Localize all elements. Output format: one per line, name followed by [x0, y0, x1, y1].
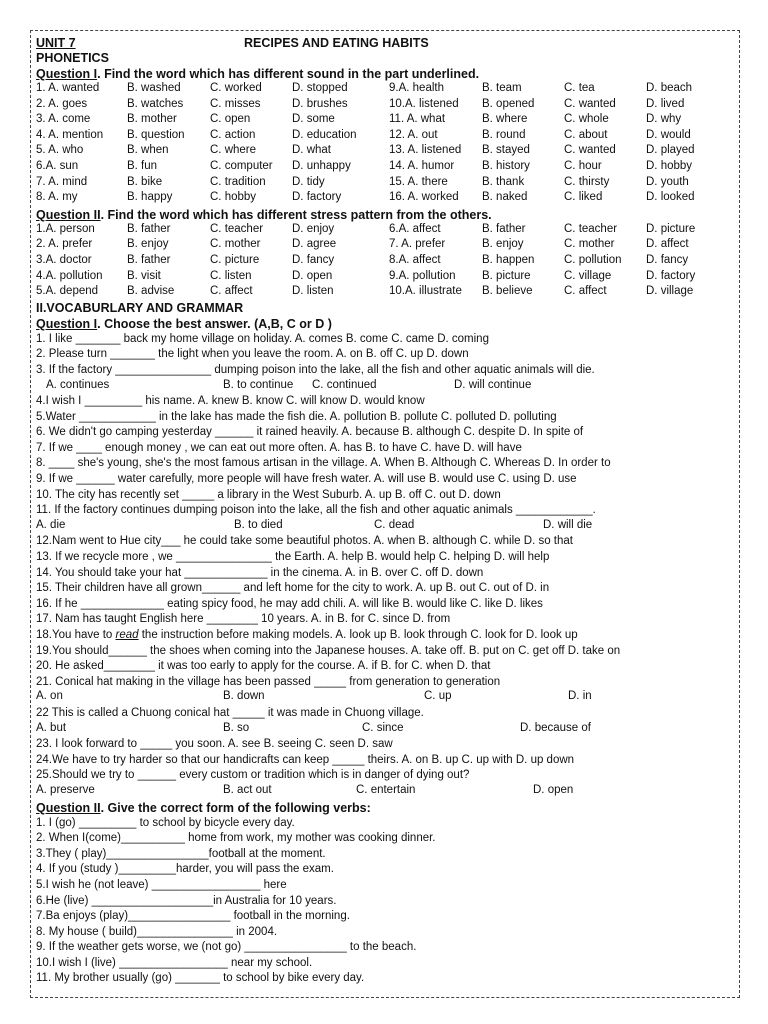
option: A. on [36, 690, 63, 703]
word-option: 11. A. what [389, 113, 446, 126]
word-option: D. lived [646, 97, 685, 110]
verb-list [36, 816, 736, 988]
word-option: D. brushes [292, 97, 348, 110]
word-option: B. advise [127, 285, 175, 298]
mc-item-11: 11. If the factory continues dumping poison into the lake, all the fish and other aquatic animals ____________. [36, 504, 596, 517]
verb-item: 1. I (go) _________ to school by bicycle every day. [36, 816, 295, 829]
page-title: RECIPES AND EATING HABITS [244, 36, 429, 50]
emphasis: read [115, 629, 139, 641]
word-option: B. bike [127, 175, 163, 188]
option: C. up [424, 690, 452, 703]
mc-item-19: 19.You should______ the shoes when coming into the Japanese houses. A. take off. B. put on C. get off D. take on [36, 644, 621, 657]
word-option: 1. A. wanted [36, 82, 100, 94]
mc-item-14: 14. You should take your hat _____________ in the cinema. A. in B. over C. off D. down [36, 566, 484, 579]
word-option: D. what [292, 144, 331, 157]
question-label: Question I [36, 316, 98, 331]
mc-item-24: 24.We have to try harder so that our handicrafts can keep _____ theirs. A. on B. up C. up with D. up down [36, 753, 575, 766]
word-option: 2. A. prefer [36, 238, 93, 251]
question-label: Question II [36, 800, 101, 815]
option: C. continued [312, 378, 377, 391]
verb-item: 5.I wish he (not leave) _________________ here [36, 878, 287, 891]
option: D. in [568, 690, 592, 703]
option: D. open [533, 783, 574, 796]
mc-item-12: 12.Nam went to Hue city___ he could take some beautiful photos. A. when B. although C. while D. so that [36, 535, 573, 548]
word-option: D. beach [646, 82, 693, 94]
word-option: D. listen [292, 285, 334, 298]
word-option: D. unhappy [292, 159, 351, 172]
sound-row [36, 144, 736, 160]
word-option: D. village [646, 285, 694, 298]
verb-item: 10.I wish I (live) _________________ near my school. [36, 956, 313, 969]
question-text: . Give the correct form of the following verbs: [100, 800, 371, 815]
word-option: 6.A. sun [36, 159, 79, 172]
word-option: B. naked [482, 191, 528, 204]
word-option: D. open [292, 269, 333, 282]
word-option: B. watches [127, 97, 184, 110]
verb-item: 4. If you (study )_________harder, you will pass the exam. [36, 863, 334, 876]
verb-item: 3.They ( play)________________football at the moment. [36, 847, 326, 860]
word-option: B. father [127, 253, 171, 266]
option: B. down [223, 690, 265, 703]
stress-row [36, 223, 736, 239]
option: B. act out [223, 783, 272, 796]
word-option: B. picture [482, 269, 531, 282]
word-option: B. when [127, 144, 169, 157]
text: 18.You have to [36, 629, 116, 641]
word-option: B. happy [127, 191, 173, 204]
mc-item-22-options [36, 722, 736, 738]
question-sound [36, 66, 736, 82]
mc-item-8: 8. ____ she's young, she's the most famous artisan in the village. A. When B. Although C. Whereas D. In order to [36, 457, 611, 470]
word-option: 1.A. person [36, 222, 95, 235]
word-option: C. whole [564, 113, 609, 126]
word-option: B. father [127, 222, 171, 235]
word-option: 7. A. prefer [389, 238, 446, 251]
word-option: 2. A. goes [36, 97, 88, 110]
word-option: D. agree [292, 238, 337, 251]
word-option: C. village [564, 269, 612, 282]
word-option: D. fancy [646, 253, 689, 266]
word-option: 7. A. mind [36, 175, 88, 188]
sound-row [36, 98, 736, 114]
mc-item-21-options [36, 690, 736, 706]
word-option: 12. A. out [389, 128, 438, 141]
mc-item-22: 22 This is called a Chuong conical hat _____ it was made in Chuong village. [36, 706, 424, 719]
word-option: 9.A. pollution [389, 269, 456, 282]
option: B. to continue [223, 378, 294, 391]
word-option: C. open [210, 113, 251, 126]
mc-item-4: 4.I wish I _________ his name. A. knew B. know C. will know D. would know [36, 395, 425, 408]
word-option: C. computer [210, 159, 273, 172]
word-option: D. stopped [292, 82, 348, 94]
word-option: D. looked [646, 191, 695, 204]
word-option: C. wanted [564, 144, 616, 157]
word-option: C. mother [210, 238, 261, 251]
word-option: C. about [564, 128, 608, 141]
verb-item: 2. When I(come)__________ home from work, my mother was cooking dinner. [36, 832, 436, 845]
word-option: D. some [292, 113, 335, 126]
word-option: D. tidy [292, 175, 325, 188]
sound-row [36, 113, 736, 129]
word-option: C. worked [210, 82, 262, 94]
word-option: C. mother [564, 238, 615, 251]
sound-row [36, 191, 736, 207]
option: C. dead [374, 518, 415, 531]
option: A. continues [46, 378, 110, 391]
word-option: B. stayed [482, 144, 530, 157]
word-option: D. enjoy [292, 222, 335, 235]
mc-item-5: 5.Water ____________ in the lake has made the fish die. A. pollution B. pollute C. polluted D. polluting [36, 410, 557, 423]
stress-row [36, 254, 736, 270]
word-option: 6.A. affect [389, 222, 441, 235]
mc-item-11-options [36, 519, 736, 535]
mc-item-23: 23. I look forward to _____ you soon. A. see B. seeing C. seen D. saw [36, 738, 393, 751]
text: the instruction before making models. A. look up B. look through C. look for D. look up [138, 629, 578, 641]
sound-row [36, 176, 736, 192]
option: A. die [36, 518, 66, 531]
unit-label: UNIT 7 [36, 36, 76, 50]
word-option: 4.A. pollution [36, 269, 103, 282]
verb-item: 9. If the weather gets worse, we (not go) ________________ to the beach. [36, 941, 417, 954]
question-choose [36, 316, 736, 332]
word-option: C. teacher [210, 222, 264, 235]
option: A. preserve [36, 783, 95, 796]
sound-row [36, 82, 736, 98]
word-option: C. liked [564, 191, 603, 204]
mc-item-10: 10. The city has recently set _____ a library in the West Suburb. A. up B. off C. out D. down [36, 488, 501, 501]
word-option: C. where [210, 144, 257, 157]
word-option: C. listen [210, 269, 252, 282]
word-option: 8.A. affect [389, 253, 441, 266]
word-option: B. mother [127, 113, 177, 126]
word-option: D. why [646, 113, 682, 126]
mc-item-6: 6. We didn't go camping yesterday ______ it rained heavily. A. because B. although C. despite D. In spite of [36, 426, 584, 439]
word-option: D. hobby [646, 159, 693, 172]
option: B. to died [234, 518, 283, 531]
word-option: B. visit [127, 269, 161, 282]
word-option: D. fancy [292, 253, 335, 266]
word-option: 10.A. illustrate [389, 285, 462, 298]
mc-item-7: 7. If we ____ enough money , we can eat out more often. A. has B. to have C. have D. will have [36, 441, 522, 454]
word-option: 8. A. my [36, 191, 78, 204]
mc-item-21: 21. Conical hat making in the village has been passed _____ from generation to generation [36, 675, 501, 688]
mc-item-1: 1. I like _______ back my home village on holiday. A. comes B. come C. came D. coming [36, 332, 489, 345]
question-text: . Find the word which has different stress pattern from the others. [100, 207, 492, 222]
stress-row [36, 238, 736, 254]
option: D. will continue [454, 378, 532, 391]
word-option: 10.A. listened [389, 97, 459, 110]
stress-row [36, 285, 736, 301]
mc-item-2: 2. Please turn _______ the light when you leave the room. A. on B. off C. up D. down [36, 348, 469, 361]
word-option: B. fun [127, 159, 158, 172]
word-option: D. picture [646, 222, 696, 235]
word-option: C. affect [210, 285, 253, 298]
word-option: D. would [646, 128, 691, 141]
word-option: D. played [646, 144, 695, 157]
word-option: B. opened [482, 97, 535, 110]
question-stress [36, 207, 736, 223]
word-option: C. thirsty [564, 175, 610, 188]
word-option: 13. A. listened [389, 144, 462, 157]
verb-item: 6.He (live) ___________________in Australia for 10 years. [36, 894, 337, 907]
section-phonetics: PHONETICS [36, 51, 109, 65]
question-text: . Choose the best answer. (A,B, C or D ) [97, 316, 332, 331]
mc-item-18 [36, 628, 736, 644]
stress-row [36, 270, 736, 286]
mc-item-9: 9. If we ______ water carefully, more people will have fresh water. A. will use B. would use C. using D. use [36, 473, 577, 486]
option: A. but [36, 721, 67, 734]
word-option: B. question [127, 128, 185, 141]
verb-item: 8. My house ( build)_______________ in 2004. [36, 925, 278, 938]
mc-item-13: 13. If we recycle more , we _______________ the Earth. A. help B. would help C. helping D. will help [36, 551, 550, 564]
word-option: B. enjoy [482, 238, 524, 251]
word-option: B. believe [482, 285, 533, 298]
word-option: C. teacher [564, 222, 618, 235]
word-option: B. round [482, 128, 526, 141]
word-option: D. education [292, 128, 357, 141]
word-option: C. picture [210, 253, 260, 266]
word-option: B. team [482, 82, 522, 94]
word-option: B. thank [482, 175, 525, 188]
verb-item: 7.Ba enjoys (play)________________ football in the morning. [36, 910, 350, 923]
word-option: B. where [482, 113, 528, 126]
word-option: B. enjoy [127, 238, 169, 251]
worksheet [36, 36, 736, 987]
word-option: D. factory [646, 269, 696, 282]
section-vocabulary: II.VOCABURLARY AND GRAMMAR [36, 300, 244, 315]
word-option: D. affect [646, 238, 689, 251]
word-option: C. misses [210, 97, 261, 110]
word-option: 3.A. doctor [36, 253, 92, 266]
word-option: 16. A. worked [389, 191, 459, 204]
word-option: 5. A. who [36, 144, 84, 157]
word-option: C. pollution [564, 253, 622, 266]
mc-item-16: 16. If he _____________ eating spicy food, he may add chili. A. will like B. would like C. like D. likes [36, 597, 543, 610]
word-option: 14. A. humor [389, 159, 455, 172]
word-option: D. youth [646, 175, 689, 188]
sound-table [36, 82, 736, 207]
word-option: B. history [482, 159, 530, 172]
word-option: C. hour [564, 159, 602, 172]
word-option: 9.A. health [389, 82, 444, 94]
sound-row [36, 160, 736, 176]
word-option: B. washed [127, 82, 181, 94]
word-option: 15. A. there [389, 175, 448, 188]
word-option: C. tradition [210, 175, 266, 188]
mc-item-20: 20. He asked________ it was too early to apply for the course. A. if B. for C. when D. that [36, 660, 491, 673]
mc-item-3: 3. If the factory _______________ dumping poison into the lake, all the fish and other aquatic animals will die. [36, 363, 595, 376]
word-option: 3. A. come [36, 113, 91, 126]
word-option: 4. A. mention [36, 128, 104, 141]
option: D. because of [520, 721, 591, 734]
word-option: C. affect [564, 285, 607, 298]
question-verbs [36, 800, 736, 816]
word-option: C. tea [564, 82, 595, 94]
word-option: C. hobby [210, 191, 257, 204]
word-option: D. factory [292, 191, 342, 204]
question-label: Question II [36, 207, 101, 222]
sound-row [36, 129, 736, 145]
word-option: B. happen [482, 253, 535, 266]
question-text: . Find the word which has different sound in the part underlined. [97, 67, 480, 81]
verb-item: 11. My brother usually (go) _______ to school by bike every day. [36, 972, 365, 985]
stress-table [36, 223, 736, 301]
word-option: C. action [210, 128, 256, 141]
option: B. so [223, 721, 250, 734]
mc-item-3-options [36, 379, 736, 395]
option: C. entertain [356, 783, 416, 796]
word-option: C. wanted [564, 97, 616, 110]
mc-item-25-options [36, 784, 736, 800]
header [36, 36, 736, 51]
option: D. will die [543, 518, 593, 531]
question-label: Question I [36, 67, 98, 81]
word-option: 5.A. depend [36, 285, 99, 298]
word-option: B. father [482, 222, 526, 235]
mc-item-17: 17. Nam has taught English here ________ 10 years. A. in B. for C. since D. from [36, 613, 451, 626]
mc-item-15: 15. Their children have all grown______ and left home for the city to work. A. up B. out C. out of D. in [36, 582, 550, 595]
option: C. since [362, 721, 404, 734]
mc-item-25: 25.Should we try to ______ every custom or tradition which is in danger of dying out? [36, 769, 470, 782]
